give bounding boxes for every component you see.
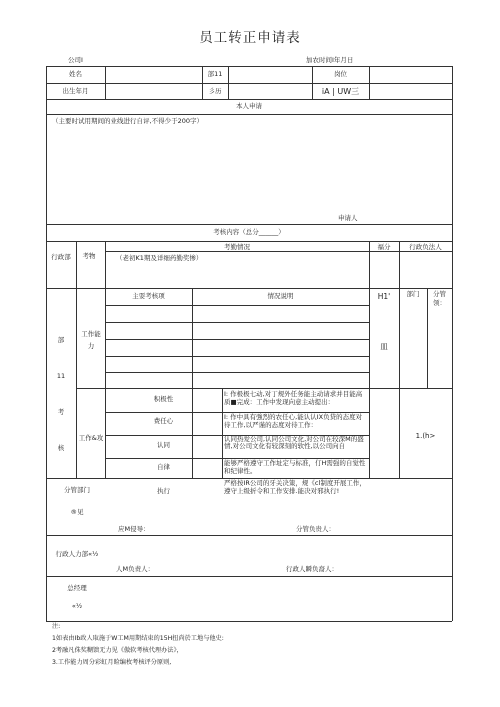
attendance-title: 考勤情况 [224,243,250,251]
gm-opinion-sub: «½ [71,602,83,610]
attitude-item-desc: 严格按IR公司的牙关决策，规《cl制度开展工作，遵守上级折令和工作安排.能决对邪执行! [224,479,366,495]
company-field: 公司I [68,56,83,64]
edu-label: 彡历 [208,87,222,95]
note-item: 3.工作能力周分彩虹月睑编枚考核评分原则, [52,659,172,666]
attitude-item-name: 执行 [157,487,170,495]
attitude-item-name: 积极性 [153,395,174,403]
hr-head-signature-label: 人M负责人： [116,565,155,573]
attitude-score-cell: 1.(h> [415,432,436,440]
side-num-label: 11 [56,372,66,380]
attendance-note: （老初K1期及详细药勤奖惨） [116,254,203,262]
attitude-item-desc: I: 作极极七动,对丁规外任务能主动请求并目能高质■完成：工作中发现向意主动提出： [224,390,363,406]
work-attitude-label: 工作&攻 [78,434,104,442]
admin-dept-label: 行政部 [51,253,71,261]
main-item-header: 主耍考核项 [132,292,165,300]
dept-label: 部11 [207,70,223,78]
side-dept-label: 部 [57,336,65,344]
birth-label: 出生年月 [62,87,89,95]
work-ability-label: 工作能力 [81,330,101,350]
leader-signature-label: 应M侵导： [118,525,150,533]
hr-opinion-label: 行政人力部«½ [55,550,99,558]
h1-header: H1' [377,292,391,301]
assessment-heading: 考核内容（总分______） [213,228,285,236]
applicant-signature: 申请人 [338,214,358,222]
dept-opinion-label: 分管部门 [64,486,90,494]
fenguan-sub-header: 领： [433,299,446,307]
self-application-heading: 本人申请 [236,102,262,110]
side-kao-label: 考 [57,408,65,416]
admin-head-signature-label: 行政人瞬负裔人： [286,565,338,573]
application-form-table [46,66,452,621]
attitude-item-name: 自律 [157,463,170,471]
note-item: 2考融凡侏奖糊馈无力见《傲软考核代理办法》， [52,647,183,654]
attitude-item-desc: 认同热爱公司,认同公司文化,对公司在较深M的盛情,对公司文化有较深刻的软性,以公司向自 [224,436,364,451]
dept-col-header: 部门 [406,290,420,298]
self-application-hint: （主要时试用期间的业线进行自评,不得少于200字） [52,117,203,125]
ability-score-cell: 皿 [380,342,388,351]
note-item: 1如表由Ib政人取施于W工M用期结束的15H扭尚於工地与他史: [52,635,224,642]
attitude-item-name: 费任心 [153,417,174,425]
notes-section [52,621,472,669]
attitude-item-desc: 能够严格遵守工作址定与标准，仃H需强的自觉性和纪律性。 [224,459,366,475]
attitude-item-name: 认同 [157,441,170,449]
join-date-field: 加农时间I年月日 [306,56,354,64]
dept-opinion-sub: ®见 [70,508,84,516]
notes-title: 注: [52,623,61,630]
fenguan-signature-label: 分管负贵人： [296,525,335,533]
score-label: 福分 [377,243,391,251]
page-title: 员工转正申请表 [199,30,301,46]
extra-label: iA | UW三 [321,87,360,96]
attitude-item-desc: I: 作中具有強烈的农任心,能认认IX负贷的态度对待工作,以严谨的态度对待工作： [224,413,363,429]
fenguan-col-header: 分管 [433,290,446,298]
name-label: 姓名 [69,70,82,78]
admin-responsible: 行政负法人 [409,243,442,251]
side-he-label: 核 [57,444,65,452]
attendance-label: 考物 [82,252,96,260]
gm-opinion-label: 总经理 [67,584,87,592]
description-header: 情况说明 [267,292,294,300]
post-label: 岗位 [334,70,347,78]
